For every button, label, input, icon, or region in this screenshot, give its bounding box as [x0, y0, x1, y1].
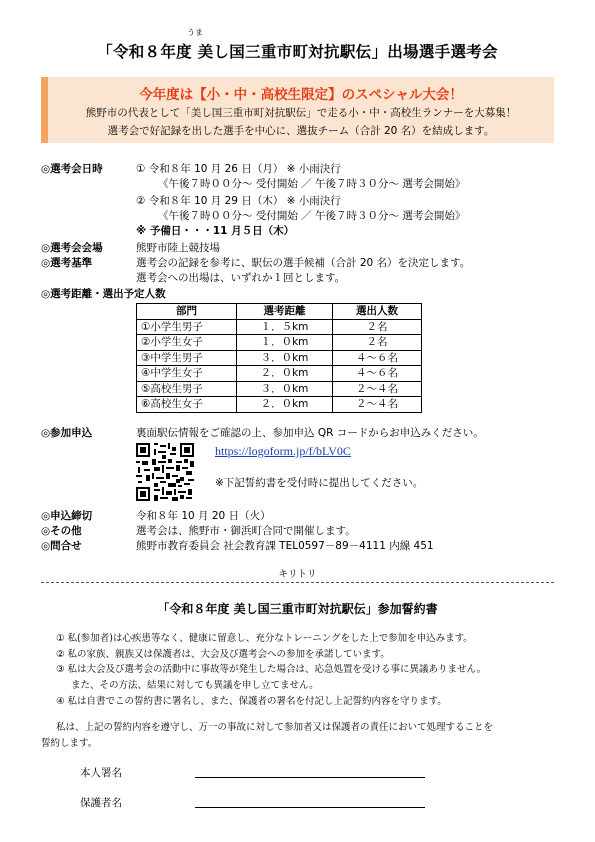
table-row: [137, 397, 422, 413]
cell-count: ４～６名: [333, 350, 422, 366]
pledge-item-4: ④ 私は自書でこの誓約書に署名し、また、保護者の署名を付記し上記誓約内容を守ります。: [56, 696, 447, 707]
distance-table: [136, 303, 422, 413]
cell-count: ２名: [333, 335, 422, 351]
criteria-label: ◎選考基準: [41, 257, 93, 269]
announcement-banner: [41, 77, 554, 143]
date-2: ② 令和８年 10 月 29 日（木） ※ 小雨決行: [136, 195, 341, 207]
header-count: 選出人数: [333, 304, 422, 320]
date-1: ① 令和８年 10 月 26 日（月） ※ 小雨決行: [136, 163, 341, 175]
date-1-time: 《午後７時００分～ 受付開始 ／ 午後７時３０分～ 選考会開始》: [158, 178, 466, 190]
apply-note: ※下記誓約書を受付時に提出してください。: [215, 477, 424, 489]
self-signature-line[interactable]: [195, 777, 425, 778]
pledge-item-3: ③ 私は大会及び選考会の活動中に事故等が発生した場合は、応急処置を受ける事に異議ありません。: [56, 664, 487, 675]
pledge-statement-2: 誓約します。: [41, 738, 98, 749]
criteria-1: 選考会の記録を参考に、駅伝の選手候補（合計 20 名）を決定します。: [136, 257, 471, 269]
contact: 熊野市教育委員会 社会教育課 TEL0597－89－4111 内線 451: [136, 540, 434, 552]
cell-division: ②小学生女子: [137, 335, 237, 351]
other-label: ◎その他: [41, 525, 82, 537]
venue: 熊野市陸上競技場: [136, 242, 220, 254]
guardian-signature-label: 保護者名: [80, 797, 122, 809]
criteria-2: 選考会への出場は、いずれか１回とします。: [136, 272, 346, 284]
apply-label: ◎参加申込: [41, 427, 93, 439]
table-row: [137, 350, 422, 366]
title-ruby: うま: [187, 28, 203, 37]
cell-division: ④中学生女子: [137, 366, 237, 382]
header-distance: 選考距離: [237, 304, 333, 320]
pledge-item-1: ① 私(参加者)は心疾患等なく、健康に留意し、充分なトレーニングをした上で参加を申込みます。: [56, 633, 473, 644]
cell-distance: ３．０km: [237, 350, 333, 366]
pledge-item-3-cont: また、その方法、結果に対しても異議を申し立てません。: [71, 680, 319, 691]
apply-text: 裏面駅伝情報をご確認の上、参加申込 QR コードからお申込みください。: [136, 427, 484, 439]
cell-distance: １．５km: [237, 319, 333, 335]
cell-count: ２～４名: [333, 397, 422, 413]
cell-distance: １．０km: [237, 335, 333, 351]
cell-division: ⑥高校生女子: [137, 397, 237, 413]
venue-label: ◎選考会会場: [41, 242, 103, 254]
cell-count: ４～６名: [333, 366, 422, 382]
contact-label: ◎問合せ: [41, 540, 82, 552]
page-title: 「令和８年度 美し国三重市町対抗駅伝」出場選手選考会: [97, 43, 498, 61]
table-row: [137, 319, 422, 335]
date-2-time: 《午後７時００分～ 受付開始 ／ 午後７時３０分～ 選考会開始》: [158, 210, 466, 222]
pledge-item-2: ② 私の家族、親族又は保護者は、大会及び選考会への参加を承諾しています。: [56, 649, 390, 660]
guardian-signature-line[interactable]: [195, 807, 425, 808]
self-signature-label: 本人署名: [80, 767, 122, 779]
other: 選考会は、熊野市・御浜町合同で開催します。: [136, 525, 356, 537]
cell-count: ２～４名: [333, 381, 422, 397]
cell-distance: ２．０km: [237, 397, 333, 413]
banner-line-1: 熊野市の代表として「美し国三重市町対抗駅伝」で走る小・中・高校生ランナーを大募集！: [85, 107, 517, 119]
banner-line-2: 選考会で好記録を出した選手を中心に、選抜チーム（合計 20 名）を結成します。: [107, 125, 495, 137]
cell-count: ２名: [333, 319, 422, 335]
cut-line-label: キリトリ: [278, 569, 317, 580]
cell-division: ③中学生男子: [137, 350, 237, 366]
deadline-label: ◎申込締切: [41, 510, 93, 522]
cell-division: ⑤高校生男子: [137, 381, 237, 397]
table-row: [137, 381, 422, 397]
cut-line: [41, 582, 554, 583]
header-division: 部門: [137, 304, 237, 320]
distance-label: ◎選考距離・選出予定人数: [41, 288, 166, 300]
cell-division: ①小学生男子: [137, 319, 237, 335]
cell-distance: ３．０km: [237, 381, 333, 397]
table-row: [137, 366, 422, 382]
pledge-form-title: 「令和８年度 美し国三重市町対抗駅伝」参加誓約書: [157, 602, 438, 616]
date-label: ◎選考会日時: [41, 163, 103, 175]
cell-distance: ２．０km: [237, 366, 333, 382]
deadline: 令和８年 10 月 20 日（火）: [136, 510, 271, 522]
banner-headline: 今年度は【小・中・高校生限定】のスペシャル大会！: [139, 87, 463, 103]
apply-url-link[interactable]: https://logoform.jp/f/bLV0C: [215, 444, 351, 458]
table-header-row: [137, 304, 422, 320]
table-row: [137, 335, 422, 351]
pledge-statement-1: 私は、上記の誓約内容を遵守し、万一の事故に対して参加者又は保護者の責任において処理することを: [56, 722, 494, 733]
qr-code-icon[interactable]: [136, 443, 194, 501]
reserve-date: ※ 予備日・・・11 月５日（木）: [136, 225, 295, 237]
